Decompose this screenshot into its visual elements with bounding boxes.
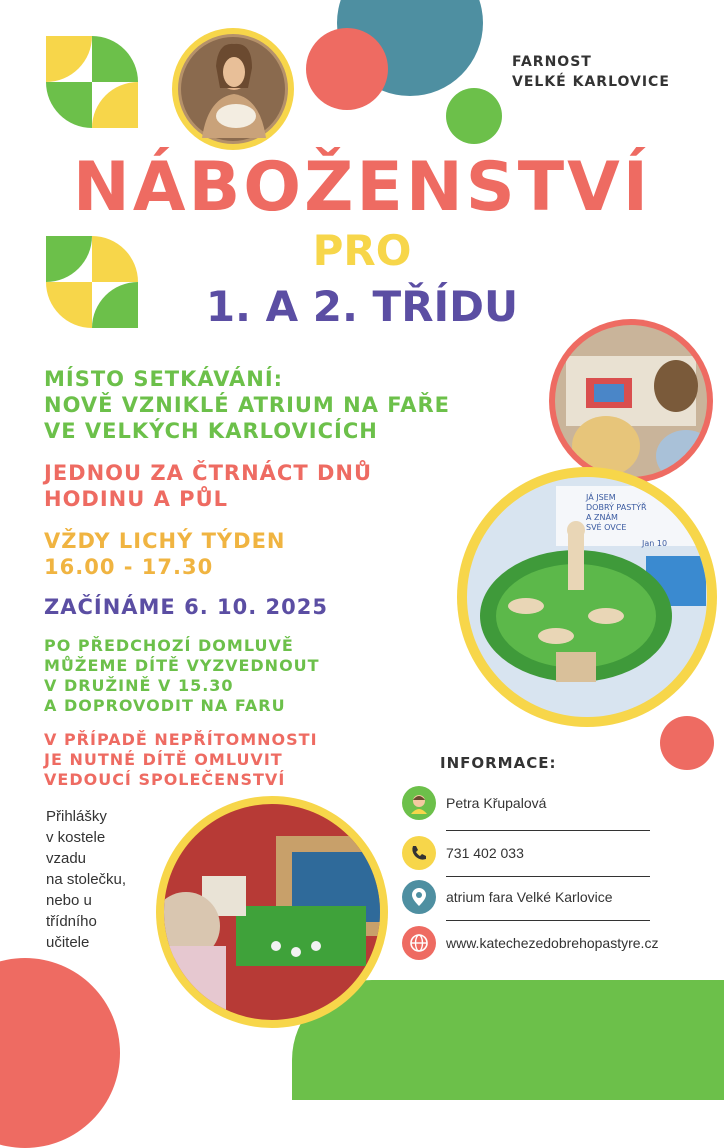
pickup-line-4: A DOPROVODIT NA FARU <box>44 696 286 715</box>
decor-coral-circle-bottom-left <box>0 958 120 1148</box>
photo-sign-text: A ZNÁM <box>586 513 618 522</box>
signup-note <box>46 806 126 953</box>
photo-children-activity <box>546 316 716 486</box>
photo-child-with-diorama <box>156 796 388 1028</box>
photo-sign-text: Jan 10 <box>642 539 668 548</box>
info-heading: INFORMACE: <box>440 754 557 772</box>
contact-website-link[interactable]: www.katechezedobrehopastyre.cz <box>446 935 659 951</box>
pickup-note <box>44 636 320 716</box>
decor-green-circle-top <box>446 88 502 144</box>
divider <box>446 876 650 877</box>
photo-sign-text: SVÉ OVCE <box>586 523 627 532</box>
title-main: NÁBOŽENSTVÍ <box>72 148 652 227</box>
globe-icon <box>402 926 436 960</box>
photo-good-shepherd-model <box>456 466 718 728</box>
divider <box>446 830 650 831</box>
contact-person <box>402 786 546 820</box>
absence-line-1: V PŘÍPADĚ NEPŘÍTOMNOSTI <box>44 730 318 749</box>
person-icon <box>402 786 436 820</box>
parish-line-2: VELKÉ KARLOVICE <box>512 74 670 90</box>
contact-website <box>402 926 658 960</box>
contact-name: Petra Křupalová <box>446 795 547 811</box>
meeting-week <box>44 528 285 580</box>
signup-line: učitele <box>46 934 90 951</box>
contact-phone-number[interactable]: 731 402 033 <box>446 845 524 861</box>
title-pro: PRO <box>312 226 412 275</box>
title-grade: 1. A 2. TŘÍDU <box>205 282 519 331</box>
signup-line: třídního <box>46 913 97 930</box>
parish-name <box>512 52 670 92</box>
pickup-line-2: MŮŽEME DÍTĚ VYZVEDNOUT <box>44 656 320 675</box>
week-line-1: VŽDY LICHÝ TÝDEN <box>44 529 286 553</box>
absence-line-2: JE NUTNÉ DÍTĚ OMLUVIT <box>44 750 283 769</box>
meeting-place-line-2: NOVĚ VZNIKLÉ ATRIUM NA FAŘE <box>44 393 450 417</box>
absence-line-3: VEDOUCÍ SPOLEČENSTVÍ <box>44 770 286 789</box>
meeting-place-line-3: VE VELKÝCH KARLOVICÍCH <box>44 419 378 443</box>
photo-sign-text: DOBRÝ PASTÝŘ <box>586 503 647 512</box>
frequency-line-2: HODINU A PŮL <box>44 487 228 511</box>
meeting-place <box>44 366 450 444</box>
absence-note <box>44 730 318 790</box>
meeting-frequency <box>44 460 372 512</box>
parish-line-1: FARNOST <box>512 54 592 70</box>
photo-sign-text: JÁ JSEM <box>586 493 616 502</box>
pickup-line-1: PO PŘEDCHOZÍ DOMLUVĚ <box>44 636 294 655</box>
signup-line: Přihlášky <box>46 808 107 825</box>
start-date: ZAČÍNÁME 6. 10. 2025 <box>44 595 328 619</box>
divider <box>446 920 650 921</box>
signup-line: na stolečku, <box>46 871 127 888</box>
meeting-place-line-1: MÍSTO SETKÁVÁNÍ: <box>44 367 284 391</box>
pickup-line-3: V DRUŽINĚ V 15.30 <box>44 676 234 695</box>
contact-phone <box>402 836 524 870</box>
good-shepherd-image <box>172 28 294 150</box>
frequency-line-1: JEDNOU ZA ČTRNÁCT DNŮ <box>44 461 373 485</box>
phone-icon <box>402 836 436 870</box>
contact-address <box>402 880 613 914</box>
signup-line: v kostele <box>46 829 106 846</box>
location-pin-icon <box>402 880 436 914</box>
decor-coral-circle-top <box>306 28 388 110</box>
decor-leaf-shape-top <box>46 36 138 128</box>
signup-line: vzadu <box>46 850 87 867</box>
week-time: 16.00 - 17.30 <box>44 555 214 579</box>
signup-line: nebo u <box>46 892 92 909</box>
contact-address-text: atrium fara Velké Karlovice <box>446 889 613 905</box>
